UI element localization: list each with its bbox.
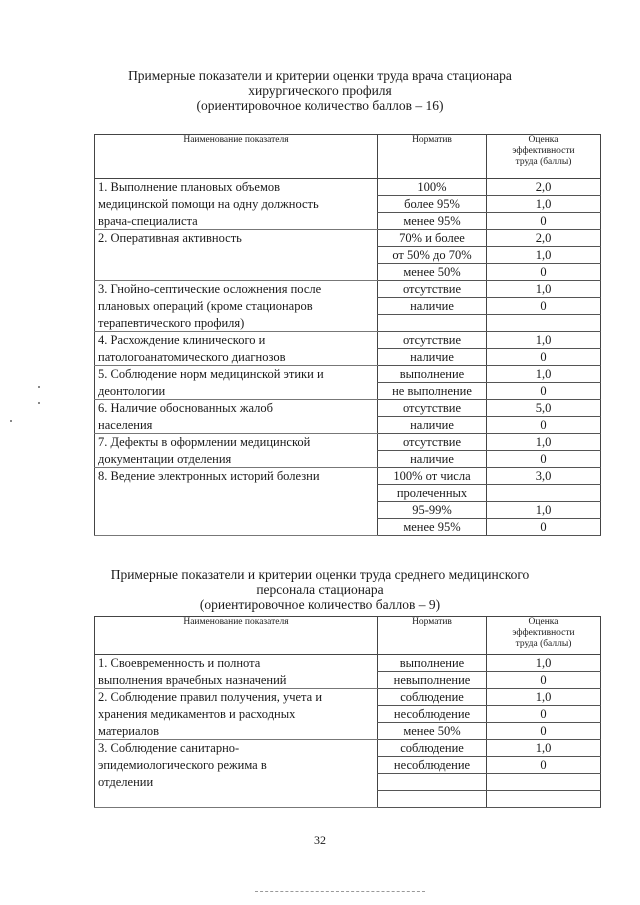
table-row [95,502,601,519]
score-cell: 0 [487,672,601,689]
indicator-cell: плановых операций (кроме стационаров [95,298,378,315]
header-score-line3: труда (баллы) [515,639,572,649]
table-row [95,315,601,332]
scan-speck [38,386,40,388]
table-row [95,723,601,740]
header-score-line3: труда (баллы) [515,157,572,167]
score-cell: 1,0 [487,689,601,706]
norm-cell: 100% от числа [378,468,487,485]
header-indicator-name: Наименование показателя [95,135,378,179]
norm-cell: соблюдение [378,689,487,706]
table-row [95,689,601,706]
indicator-cell [95,791,378,808]
score-cell [487,791,601,808]
table-row [95,740,601,757]
section2-title-line1: Примерные показатели и критерии оценки труда среднего медицинского [110,567,530,582]
scan-edge-line [255,891,425,893]
indicator-cell [95,264,378,281]
score-cell: 2,0 [487,230,601,247]
table-row [95,332,601,349]
score-cell: 1,0 [487,502,601,519]
norm-cell: пролеченных [378,485,487,502]
norm-cell [378,315,487,332]
norm-cell: выполнение [378,366,487,383]
score-cell [487,485,601,502]
table-row [95,417,601,434]
section1-title [0,68,640,113]
norm-cell: 95-99% [378,502,487,519]
table-header-row [95,135,601,179]
header-norm: Норматив [378,135,487,179]
doctor-criteria-table [94,134,601,536]
norm-cell: соблюдение [378,740,487,757]
section1-title-line3: (ориентировочное количество баллов – 16) [196,98,444,113]
indicator-cell [95,519,378,536]
table-row [95,349,601,366]
indicator-cell: 6. Наличие обоснованных жалоб [95,400,378,417]
table-row [95,179,601,196]
score-cell: 0 [487,298,601,315]
table-row [95,672,601,689]
table-row [95,247,601,264]
norm-cell: отсутствие [378,434,487,451]
norm-cell: несоблюдение [378,706,487,723]
section1-title-line1: Примерные показатели и критерии оценки труда врача стационара [128,68,512,83]
score-cell: 0 [487,723,601,740]
indicator-cell: 5. Соблюдение норм медицинской этики и [95,366,378,383]
indicator-cell: документации отделения [95,451,378,468]
score-cell: 0 [487,451,601,468]
norm-cell: менее 50% [378,264,487,281]
indicator-cell: врача-специалиста [95,213,378,230]
indicator-cell: 7. Дефекты в оформлении медицинской [95,434,378,451]
norm-cell: отсутствие [378,281,487,298]
score-cell: 0 [487,757,601,774]
scan-speck [10,420,12,422]
table-row [95,383,601,400]
table-row [95,655,601,672]
indicator-cell: терапевтического профиля) [95,315,378,332]
section1-title-line2: хирургического профиля [248,83,392,98]
table-row [95,757,601,774]
norm-cell: наличие [378,349,487,366]
doctor-criteria-body [95,179,601,536]
header-score-line2: эффективности [512,146,575,156]
indicator-cell: деонтологии [95,383,378,400]
norm-cell: невыполнение [378,672,487,689]
score-cell: 2,0 [487,179,601,196]
header-score [487,617,601,655]
indicator-cell: эпидемиологического режима в [95,757,378,774]
score-cell: 1,0 [487,655,601,672]
score-cell: 0 [487,383,601,400]
score-cell [487,774,601,791]
score-cell: 5,0 [487,400,601,417]
indicator-cell: 4. Расхождение клинического и [95,332,378,349]
table-row [95,485,601,502]
score-cell: 0 [487,519,601,536]
score-cell: 1,0 [487,366,601,383]
nurse-criteria-table [94,616,601,808]
table-row [95,298,601,315]
score-cell: 1,0 [487,740,601,757]
norm-cell: наличие [378,298,487,315]
norm-cell: 100% [378,179,487,196]
header-score-line1: Оценка [528,617,559,627]
table-row [95,434,601,451]
norm-cell [378,774,487,791]
norm-cell: отсутствие [378,400,487,417]
norm-cell [378,791,487,808]
score-cell [487,315,601,332]
norm-cell: более 95% [378,196,487,213]
score-cell: 0 [487,264,601,281]
section2-title-line3: (ориентировочное количество баллов – 9) [199,597,441,612]
indicator-cell: материалов [95,723,378,740]
indicator-cell: 8. Ведение электронных историй болезни [95,468,378,485]
table-row [95,774,601,791]
table-row [95,791,601,808]
table-row [95,519,601,536]
header-indicator-name: Наименование показателя [95,617,378,655]
indicator-cell: 2. Соблюдение правил получения, учета и [95,689,378,706]
indicator-cell: населения [95,417,378,434]
section2-title [0,567,640,612]
scan-speck [38,402,40,404]
indicator-cell [95,247,378,264]
score-cell: 0 [487,349,601,366]
score-cell: 3,0 [487,468,601,485]
table-row [95,230,601,247]
nurse-criteria-body [95,655,601,808]
indicator-cell [95,485,378,502]
table-row [95,400,601,417]
norm-cell: от 50% до 70% [378,247,487,264]
table-row [95,451,601,468]
indicator-cell: выполнения врачебных назначений [95,672,378,689]
norm-cell: наличие [378,417,487,434]
score-cell: 1,0 [487,247,601,264]
norm-cell: отсутствие [378,332,487,349]
indicator-cell: отделении [95,774,378,791]
norm-cell: выполнение [378,655,487,672]
indicator-cell: 3. Гнойно-септические осложнения после [95,281,378,298]
indicator-cell: 3. Соблюдение санитарно- [95,740,378,757]
page-number: 32 [314,833,326,847]
indicator-cell: хранения медикаментов и расходных [95,706,378,723]
score-cell: 0 [487,706,601,723]
norm-cell: менее 95% [378,213,487,230]
table-row [95,213,601,230]
table-row [95,706,601,723]
indicator-cell: медицинской помощи на одну должность [95,196,378,213]
table-row [95,366,601,383]
section2-title-line2: персонала стационара [256,582,384,597]
table-row [95,196,601,213]
indicator-cell [95,502,378,519]
norm-cell: менее 95% [378,519,487,536]
indicator-cell: 2. Оперативная активность [95,230,378,247]
score-cell: 1,0 [487,196,601,213]
norm-cell: менее 50% [378,723,487,740]
norm-cell: не выполнение [378,383,487,400]
header-score [487,135,601,179]
indicator-cell: 1. Своевременность и полнота [95,655,378,672]
table-row [95,281,601,298]
score-cell: 1,0 [487,434,601,451]
table-row [95,468,601,485]
norm-cell: наличие [378,451,487,468]
score-cell: 0 [487,213,601,230]
score-cell: 0 [487,417,601,434]
norm-cell: несоблюдение [378,757,487,774]
table-row [95,264,601,281]
indicator-cell: патологоанатомического диагнозов [95,349,378,366]
header-score-line1: Оценка [528,135,559,145]
table-header-row [95,617,601,655]
score-cell: 1,0 [487,281,601,298]
norm-cell: 70% и более [378,230,487,247]
header-norm: Норматив [378,617,487,655]
score-cell: 1,0 [487,332,601,349]
indicator-cell: 1. Выполнение плановых объемов [95,179,378,196]
header-score-line2: эффективности [512,628,575,638]
